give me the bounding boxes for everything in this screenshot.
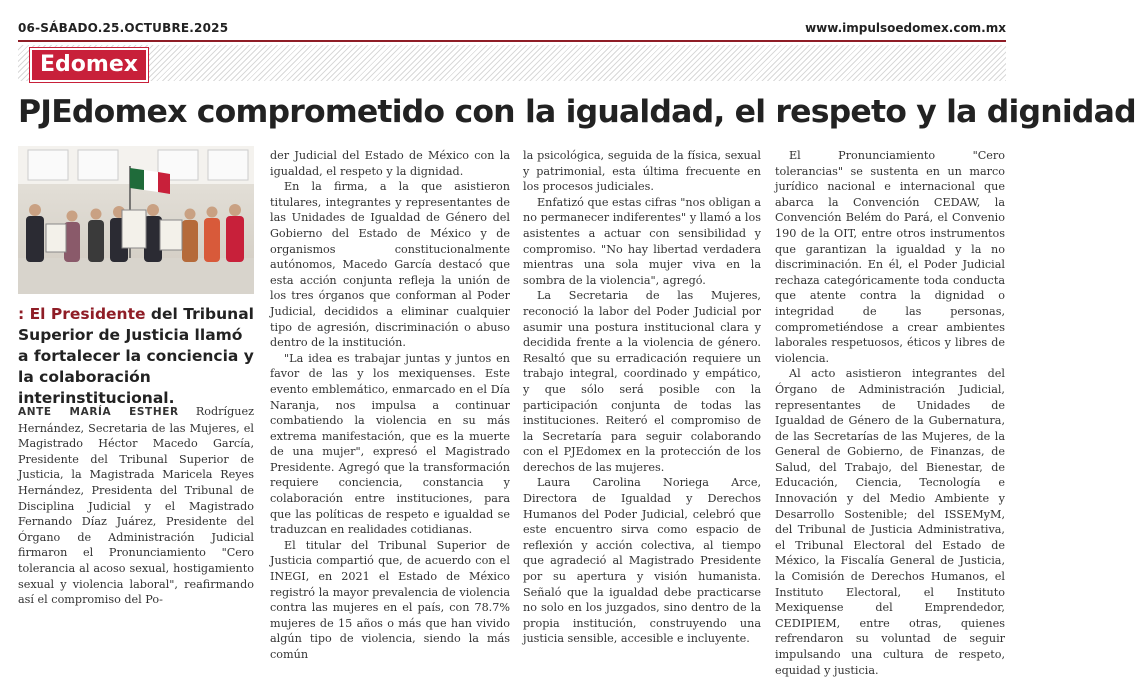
article-paragraph: la psicológica, seguida de la física, sexual y patrimonial, esta última frecuente en los procesos judiciales. bbox=[523, 149, 761, 194]
header-divider bbox=[18, 40, 1006, 42]
article-headline: PJEdomex comprometido con la igualdad, el respeto y la dignidad bbox=[18, 94, 1136, 130]
article-paragraph: "La idea es trabajar juntas y juntos en favor de las y los mexiquenses. Este evento emblemático, enmarcado en el Día Naranja, nos impulsa a continuar combatiendo la violencia en su más extrema manifestación, que es la muerte de una mujer", expresó el Magistrado Presidente. Agregó que la transformación requiere conciencia, constancia y colaboración entre instituciones, para que las políticas de respeto e igualdad se traduzcan en realidades cotidianas. bbox=[270, 351, 510, 537]
article-paragraph: Al acto asistieron integrantes del Órgano de Administración Judicial, representantes de Unidades de Igualdad de Género de la Gubernatura, de las Secretarías de las Mujeres, de la General de Gobierno, de Finanzas, de Salud, del Trabajo, del Bienestar, de Educación, Ciencia, Tecnología e Innovación y del Medio Ambiente y Desarrollo Sostenible; del ISSEMyM, del Tribunal de Justicia Administrativa, el Tribunal Electoral del Estado de México, la Fiscalía General de Justicia, la Comisión de Derechos Humanos, el Instituto Electoral, el Instituto Mexiquense del Emprendedor, CEDIPIEM, entre otras, quienes refrendaron su voluntad de seguir impulsando una cultura de respeto, equidad y justicia. bbox=[775, 367, 1005, 677]
article-column-3 bbox=[523, 148, 761, 647]
caption-text: del Tribunal Superior de Justicia llamó a fortalecer la conciencia y la colaboración interinstitucional. bbox=[18, 305, 254, 407]
issue-info bbox=[18, 21, 228, 35]
site-url[interactable] bbox=[805, 21, 1006, 35]
article-paragraph: La Secretaria de las Mujeres, reconoció la labor del Poder Judicial por asumir una postura institucional clara y decidida frente a la violencia de género. Resaltó que su erradicación requiere un trabajo integral, coordinado y empático, y que sólo será posible con la participación conjunta de todas las instituciones. Reiteró el compromiso de la Secretaría para seguir colaborando con el PJEdomex en la protección de los derechos de las mujeres. bbox=[523, 289, 761, 474]
article-column-1 bbox=[18, 404, 254, 608]
article-paragraph: El titular del Tribunal Superior de Justicia compartió que, de acuerdo con el INEGI, en 2021 el Estado de México registró la mayor prevalencia de violencia contra las mujeres en el país, con 78.7% mujeres de 15 años o más que han vivido algún tipo de violencia, siendo la más común bbox=[270, 538, 510, 661]
article-paragraph: En la firma, a la que asistieron titulares, integrantes y representantes de las Unidades de Igualdad de Género del Gobierno del Estado de México y de organismos constitucionalmente autónomos, Macedo García destacó que esta acción conjunta refleja la unión de los tres órganos que conforman al Poder Judicial, decididos a eliminar cualquier tipo de agresión, discriminación o abuso dentro de la institución. bbox=[270, 180, 510, 350]
article-column-2 bbox=[270, 148, 510, 663]
article-photo bbox=[18, 146, 254, 294]
article-paragraph: Enfatizó que estas cifras "nos obligan a no permanecer indiferentes" y llamó a los asistentes a actuar con sensibilidad y compromiso. "No hay libertad verdadera mientras una sola mujer viva en la sombra de la violencia", agregó. bbox=[523, 195, 761, 287]
page-header bbox=[18, 20, 1006, 36]
site-url-prefix: www. bbox=[805, 21, 843, 35]
article-paragraph: El Pronunciamiento "Cero tolerancias" se sustenta en un marco jurídico nacional e internacional que abarca la Convención CEDAW, la Convención Belém do Pará, el Convenio 190 de la OIT, entre otros instrumentos que garantizan la igualdad y la no discriminación. En él, el Poder Judicial rechaza categóricamente toda conducta que atente contra la dignidad o integridad de las personas, comprometiéndose a crear ambientes laborales respetuosos, éticos y libres de violencia. bbox=[775, 149, 1005, 365]
article-paragraph: der Judicial del Estado de México con la igualdad, el respeto y la dignidad. bbox=[270, 149, 510, 178]
page-number: 06 bbox=[18, 21, 36, 35]
group-photo-image bbox=[18, 146, 254, 294]
site-url-suffix: .com.mx bbox=[948, 21, 1006, 35]
section-band bbox=[18, 45, 1006, 81]
article-column-4 bbox=[775, 148, 1005, 678]
site-url-name: impulsoedomex bbox=[842, 21, 949, 35]
section-label: Edomex bbox=[30, 48, 148, 82]
photo-caption bbox=[18, 304, 254, 409]
byline: ANTE MARÍA ESTHER bbox=[18, 406, 179, 418]
caption-lead: : El Presidente bbox=[18, 305, 146, 323]
article-paragraph bbox=[18, 404, 254, 608]
article-paragraph: Laura Carolina Noriega Arce, Directora de Igualdad y Derechos Humanos del Poder Judicial, celebró que este encuentro sirva como espacio de reflexión y acción colectiva, al tiempo que agradeció al Magistrado Presidente por su apertura y visión humanista. Señaló que la igualdad debe practicarse no solo en los juzgados, sino dentro de la propia institución, construyendo una justicia sensible, accesible e incluyente. bbox=[523, 476, 761, 646]
paragraph-text: Rodríguez Hernández, Secretaria de las Mujeres, el Magistrado Héctor Macedo García, Presidente del Tribunal Superior de Justicia, la Magistrada Maricela Reyes Hernández, Presidenta del Tribunal de Disciplina Judicial y el Magistrado Fernando Díaz Juárez, Presidente del Órgano de Administración Judicial firmaron el Pronunciamiento "Cero tolerancia al acoso sexual, hostigamiento sexual y violencia laboral", reafirmando así el compromiso del Po- bbox=[18, 405, 254, 607]
issue-date: -SÁBADO.25.OCTUBRE.2025 bbox=[35, 21, 229, 35]
